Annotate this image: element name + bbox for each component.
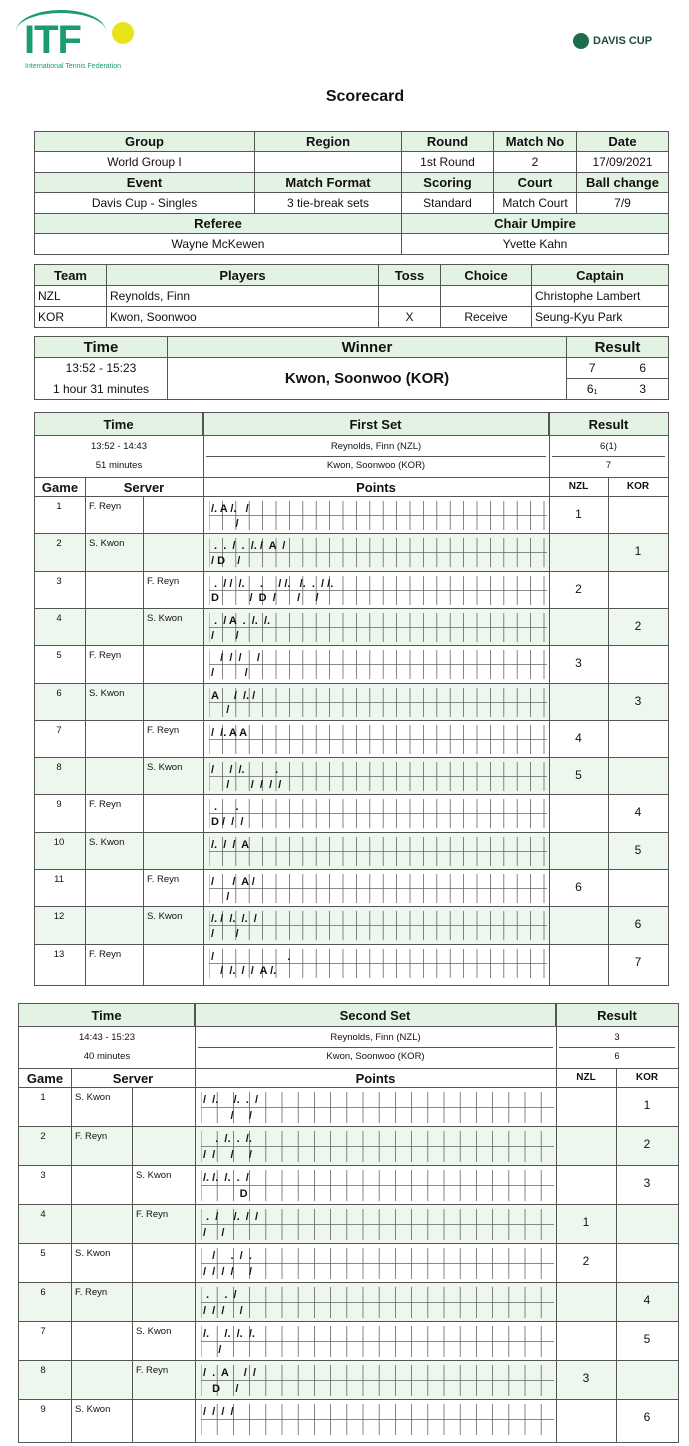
divider [71,1068,72,1442]
team-code: KOR [35,307,107,328]
date-value: 17/09/2021 [577,152,669,173]
server-name: F. Reyn [147,874,180,885]
header-region: Region [255,132,402,152]
game-row [35,869,668,906]
kor-game-score: 5 [643,1332,651,1346]
header-server: Server [123,480,165,495]
captain-name: Seung-Kyu Park [532,307,669,328]
game-number: 6 [56,687,62,699]
divider [132,1087,133,1442]
nzl-game-score: 3 [582,1371,590,1385]
header-winner: Winner [168,337,567,358]
court-value: Match Court [494,193,577,214]
points-top-marks: . / /. / / [203,1211,259,1223]
points-top-marks: . / / /. . / /. /. . / /. [211,577,334,590]
server-name: F. Reyn [89,948,122,960]
game-row [35,832,668,869]
divider [549,413,550,479]
game-row [35,757,668,794]
set2-score-winner: 6 [618,358,669,379]
game-number: 3 [40,1170,46,1181]
player2-name: Kwon, Soonwoo (KOR) [326,460,426,471]
points-bottom-marks: / / / / / [203,1265,252,1278]
team-code: NZL [35,286,107,307]
chair-umpire-value: Yvette Kahn [402,234,669,255]
points-top-marks: /. / / A [211,838,250,851]
game-row [19,1126,678,1165]
header-time: Time [19,1004,195,1026]
kor-game-score: 4 [643,1293,651,1307]
game-row [35,944,668,981]
scoring-value: Standard [402,193,494,214]
kor-game-score: 1 [634,544,642,559]
points-top-marks: / . [211,950,291,963]
points-grid [209,874,547,903]
game-number: 4 [40,1209,46,1220]
set1-score-loser: 6₁ [567,379,618,400]
points-bottom-marks: / [211,890,230,903]
match-info-table [34,131,669,255]
server-name: S. Kwon [75,1092,111,1103]
game-number: 3 [56,575,62,587]
points-grid-lines [209,725,547,754]
header-game: Game [41,480,79,495]
divider [556,1004,557,1070]
game-row [19,1204,678,1243]
kor-game-score: 4 [634,805,642,820]
points-grid [201,1248,554,1279]
points-grid-lines [201,1248,554,1279]
points-bottom-marks: / D / [211,554,241,567]
server-name: F. Reyn [89,799,122,811]
game-number: 1 [40,1092,46,1103]
header-round: Round [402,132,494,152]
points-top-marks: / /. A A [211,726,248,739]
game-row [19,1321,678,1360]
points-grid [201,1287,554,1318]
set2-score-loser: 3 [618,379,669,400]
divider [206,456,546,457]
header-chair-umpire: Chair Umpire [402,214,669,234]
set-time-range: 13:52 - 14:43 [91,441,147,452]
points-top-marks: / / /. . [211,764,279,777]
divider [608,477,609,985]
points-top-marks: / /. /. . / [203,1094,259,1106]
nzl-game-score: 4 [575,730,582,745]
header-game: Game [26,1071,64,1086]
points-grid-lines [209,874,547,903]
points-bottom-marks: / / [203,1109,252,1122]
player2-name: Kwon, Soonwoo (KOR) [326,1051,425,1062]
points-top-marks: /. A /. / [211,503,249,515]
header-time: Time [35,337,168,358]
points-grid [209,501,547,530]
game-row [35,645,668,682]
points-bottom-marks: / / [203,1226,225,1239]
header-event: Event [35,173,255,193]
points-grid [209,688,547,717]
header-date: Date [577,132,669,152]
divider [198,1047,553,1048]
server-name: S. Kwon [136,1170,172,1181]
server-name: F. Reyn [136,1209,169,1220]
game-row [19,1282,678,1321]
itf-letters: ITF [24,18,81,62]
points-top-marks: A / /. / [211,689,256,702]
points-bottom-marks: D / [203,1382,239,1395]
points-top-marks: /. /. /. . / [203,1172,249,1184]
kor-game-score: 2 [634,618,642,633]
set-result-p2: 6 [614,1051,620,1062]
itf-logo [14,6,126,70]
kor-game-score: 3 [643,1176,651,1190]
game-number: 8 [40,1365,46,1376]
server-name: S. Kwon [136,1326,172,1337]
header-toss: Toss [379,265,441,286]
divider [19,1068,678,1069]
kor-game-score: 2 [643,1137,651,1151]
davis-cup-icon [573,33,589,49]
game-row [19,1087,678,1126]
divider [556,1068,557,1442]
header-set: Second Set [195,1004,556,1026]
nzl-game-score: 1 [582,1215,590,1229]
header-court: Court [494,173,577,193]
set-time-range: 14:43 - 15:23 [79,1032,135,1043]
divider [19,1026,678,1027]
teams-table [34,264,669,328]
game-number: 7 [40,1326,46,1337]
game-number: 7 [56,724,62,736]
set-result-p2: 7 [605,460,612,471]
game-number: 8 [56,762,62,774]
divider [85,477,86,985]
points-top-marks: . . [211,801,239,814]
game-number: 13 [53,948,65,960]
game-row [19,1360,678,1399]
server-name: S. Kwon [89,836,125,848]
server-name: S. Kwon [89,538,125,550]
divider [143,496,144,985]
divider [203,477,204,985]
kor-game-score: 6 [634,917,642,932]
game-number: 10 [53,836,65,848]
server-name: F. Reyn [89,650,122,662]
points-top-marks: / . A / / [203,1367,256,1379]
nzl-game-score: 2 [575,581,582,596]
header-ball-change: Ball change [577,173,669,193]
match-no-value: 2 [494,152,577,173]
points-bottom-marks: / / / / / [211,778,282,791]
divider [549,477,550,985]
header-referee: Referee [35,214,402,234]
divider [35,435,668,436]
first-set-block [34,412,669,986]
points-grid-lines [201,1287,554,1318]
kor-game-score: 3 [634,693,642,708]
round-value: 1st Round [402,152,494,173]
points-grid-lines [209,501,547,530]
player1-name: Reynolds, Finn (NZL) [330,441,422,452]
server-name: S. Kwon [147,911,183,923]
davis-cup-logo [573,32,652,50]
davis-cup-text: DAVIS CUP [593,35,653,47]
player-name: Kwon, Soonwoo [107,307,379,328]
game-row [19,1165,678,1204]
game-number: 2 [40,1131,46,1142]
header-choice: Choice [441,265,532,286]
itf-subtitle: International Tennis Federation [25,63,121,70]
game-number: 4 [56,612,62,624]
points-grid [209,725,547,754]
game-row [35,496,668,533]
toss-value [379,286,441,307]
points-bottom-marks: D [203,1187,248,1200]
points-bottom-marks: / /. / / A /. [211,965,277,978]
header-nzl: NZL [576,1072,596,1083]
game-row [35,608,668,645]
divider [552,456,665,457]
kor-game-score: 7 [634,954,642,969]
header-match-no: Match No [494,132,577,152]
match-time-range: 13:52 - 15:23 [35,358,168,379]
server-name: S. Kwon [89,687,125,699]
header-result: Result [567,337,669,358]
points-grid [201,1131,554,1162]
ball-change-value: 7/9 [577,193,669,214]
game-number: 6 [40,1287,46,1298]
nzl-game-score: 6 [575,880,582,894]
game-row [19,1243,678,1282]
points-grid-lines [201,1170,554,1201]
server-name: F. Reyn [147,724,180,736]
points-grid [201,1170,554,1201]
header-captain: Captain [532,265,669,286]
set1-score-winner: 7 [567,358,618,379]
winner-name: Kwon, Soonwoo (KOR) [168,358,567,400]
server-name: S. Kwon [147,762,183,774]
game-number: 9 [56,799,62,811]
points-top-marks: /. /. /. /. [203,1328,255,1340]
game-number: 5 [40,1248,46,1259]
game-number: 1 [56,501,62,512]
points-bottom-marks: / [211,517,239,530]
game-row [19,1399,678,1438]
points-bottom-marks: D / / / [211,816,244,829]
header-time: Time [35,413,203,435]
set-result-p1: 3 [614,1032,620,1043]
result-table [34,336,669,400]
choice-value [441,286,532,307]
points-grid-lines [201,1131,554,1162]
divider [35,477,668,478]
kor-game-score: 5 [634,842,642,857]
match-format-value: 3 tie-break sets [255,193,402,214]
points-bottom-marks: / [203,1343,222,1356]
points-top-marks: . /. . /. [203,1133,252,1145]
server-name: S. Kwon [75,1404,111,1415]
server-name: F. Reyn [75,1131,108,1142]
divider [203,413,204,479]
match-duration: 1 hour 31 minutes [35,379,168,400]
points-top-marks: /. / /. /. / [211,913,257,926]
group-value: World Group I [35,152,255,173]
server-name: F. Reyn [147,575,180,587]
points-grid-lines [209,688,547,717]
points-grid [209,837,547,866]
set-duration: 51 minutes [95,460,143,471]
captain-name: Christophe Lambert [532,286,669,307]
toss-value: X [379,307,441,328]
header-result: Result [556,1004,678,1026]
header-group: Group [35,132,255,152]
set-result-p1: 6(1) [600,441,617,452]
player-name: Reynolds, Finn [107,286,379,307]
referee-value: Wayne McKewen [35,234,402,255]
tennis-ball-icon [112,22,134,44]
game-row [35,571,668,608]
points-grid [209,799,547,828]
points-top-marks: / / / / [203,1406,234,1418]
points-bottom-marks: / / / / [203,1148,252,1161]
nzl-game-score: 2 [582,1254,590,1268]
points-top-marks: / / / / [211,652,260,665]
set-duration: 40 minutes [83,1051,131,1062]
header-nzl: NZL [568,481,589,492]
points-bottom-marks: / / [211,629,239,642]
game-number: 2 [56,538,62,550]
server-name: S. Kwon [147,612,183,624]
header-scoring: Scoring [402,173,494,193]
header-server: Server [112,1071,154,1086]
header-points: Points [355,1071,396,1086]
points-grid-lines [209,837,547,866]
nzl-game-score: 3 [575,656,582,671]
points-grid-lines [209,799,547,828]
game-row [35,683,668,720]
header-kor: KOR [626,481,650,492]
points-bottom-marks: D / D / / / [211,592,319,605]
server-name: F. Reyn [89,501,122,512]
game-number: 5 [56,650,62,662]
game-number: 11 [54,874,64,885]
server-name: F. Reyn [75,1287,108,1298]
region-value [255,152,402,173]
event-value: Davis Cup - Singles [35,193,255,214]
page-title: Scorecard [325,88,405,105]
divider [616,1068,617,1442]
game-number: 9 [40,1404,46,1415]
nzl-game-score: 1 [575,507,582,521]
divider [195,1004,196,1070]
points-top-marks: . . / . /. / A / [211,540,286,553]
header-points: Points [356,480,396,495]
header-result: Result [549,413,668,435]
header-players: Players [107,265,379,286]
points-grid [209,911,547,940]
points-grid-lines [201,1404,554,1435]
server-name: S. Kwon [75,1248,111,1259]
game-number: 12 [53,911,65,923]
second-set-block [18,1003,679,1443]
header-kor: KOR [635,1072,659,1083]
game-row [35,906,668,943]
kor-game-score: 6 [643,1410,651,1424]
server-name: F. Reyn [136,1365,169,1376]
player1-name: Reynolds, Finn (NZL) [330,1032,421,1043]
points-top-marks: . . / [203,1289,237,1301]
points-grid-lines [209,911,547,940]
header-match-format: Match Format [255,173,402,193]
header-team: Team [35,265,107,286]
header-set: First Set [203,413,549,435]
game-row [35,533,668,570]
points-top-marks: / . / . [203,1250,252,1262]
points-bottom-marks: / / / / [203,1304,243,1317]
points-bottom-marks: / / [211,927,239,940]
nzl-game-score: 5 [575,768,582,783]
points-bottom-marks: / [211,704,230,717]
choice-value: Receive [441,307,532,328]
points-top-marks: / / A / [211,876,255,888]
game-row [35,794,668,831]
points-grid [201,1404,554,1435]
game-row [35,720,668,757]
divider [195,1068,196,1442]
kor-game-score: 1 [643,1098,651,1112]
points-top-marks: . / A . /. /. [211,614,271,627]
divider [559,1047,675,1048]
points-bottom-marks: / / [211,666,248,679]
